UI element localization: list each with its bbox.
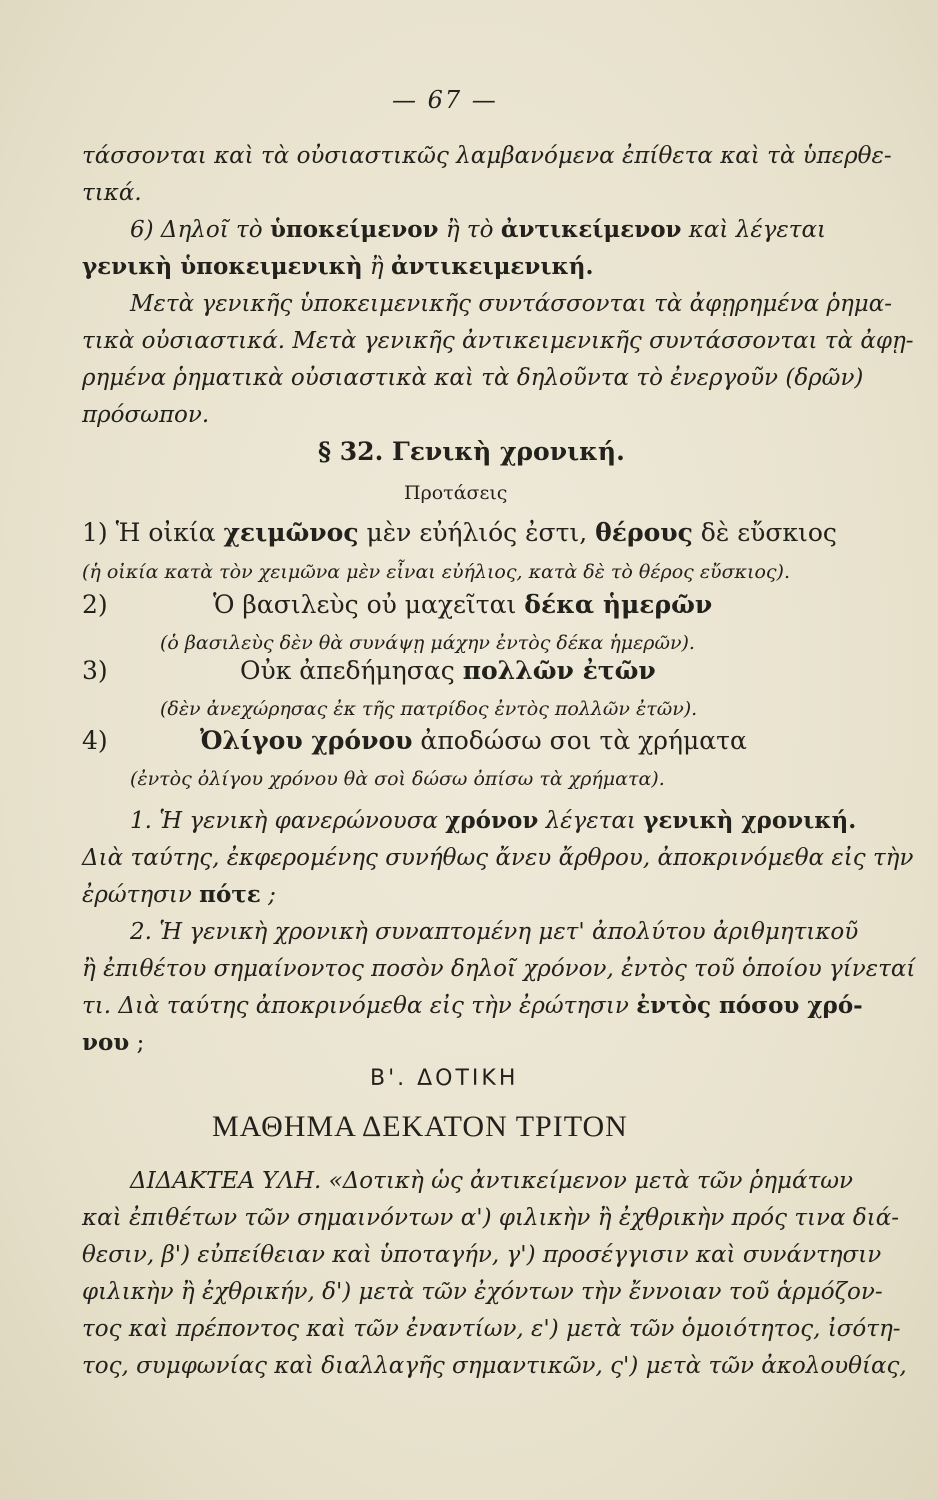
page-number: — 67 —: [392, 86, 498, 114]
rule-line: [130, 806, 856, 836]
text-line: [130, 215, 826, 245]
rule-line: 2. Ἡ γενικὴ χρονικὴ συναπτομένη μετ' ἀπολύτου ἀριθμητικοῦ: [130, 919, 859, 945]
text-span: καὶ λέγεται: [681, 217, 827, 243]
material-line: καὶ ἐπιθέτων τῶν σημαινόντων α') φιλικὴν ἢ ἐχθρικὴν πρός τινα διά-: [82, 1205, 900, 1231]
emphasis-term: ἐντὸς πόσου χρό-: [636, 992, 863, 1019]
emphasis-term: ἀντικείμενον: [500, 216, 682, 243]
text-span: ἢ τὸ: [438, 217, 501, 243]
text-line: ρημένα ῥηματικὰ οὐσιαστικὰ καὶ τὰ δηλοῦντα τὸ ἐνεργοῦν (δρῶν): [82, 365, 864, 391]
rule-line: [82, 991, 863, 1021]
text-span: ἀποδώσω σοι τὰ χρήματα: [412, 726, 747, 755]
example-1: [82, 518, 837, 548]
rule-line: [82, 880, 276, 910]
emphasis-term: δέκα ἡμερῶν: [524, 590, 713, 619]
emphasis-term: Ὀλίγου χρόνου: [200, 726, 413, 755]
text-span: δὲ εὔσκιος: [692, 518, 837, 547]
emphasis-term: γενικὴ ὑποκειμενικὴ: [82, 253, 363, 280]
example-3-translation: (δὲν ἀνεχώρησας ἐκ τῆς πατρίδος ἐντὸς πολλῶν ἐτῶν).: [160, 698, 698, 720]
text-line: [82, 252, 593, 282]
text-span: τι. Διὰ ταύτης ἀποκρινόμεθα εἰς τὴν ἐρώτησιν: [82, 993, 637, 1019]
example-4: [200, 726, 747, 756]
text-line: τικά.: [82, 180, 142, 206]
text-span: ἢ: [362, 254, 391, 280]
example-2: [213, 590, 712, 620]
emphasis-term: γενικὴ χρονική.: [643, 807, 857, 834]
text-span: ἐρώτησιν: [82, 882, 200, 908]
emphasis-term: χειμῶνος: [223, 518, 359, 547]
example-number: 2): [82, 590, 108, 619]
text-span: λέγεται: [538, 808, 644, 834]
text-span: μὲν εὐήλιός ἐστι,: [358, 518, 596, 547]
text-span: Οὐκ ἀπεδήμησας: [240, 656, 463, 685]
rule-line: [82, 1028, 144, 1058]
text-span: 6) Δηλοῖ τὸ: [130, 217, 270, 243]
rule-line: Διὰ ταύτης, ἐκφερομένης συνήθως ἄνευ ἄρθρου, ἀποκρινόμεθα εἰς τὴν: [82, 845, 914, 871]
example-1-translation: (ἡ οἰκία κατὰ τὸν χειμῶνα μὲν εἶναι εὐήλιος, κατὰ δὲ τὸ θέρος εὔσκιος).: [82, 561, 790, 583]
example-2-translation: (ὁ βασιλεὺς δὲν θὰ συνάψῃ μάχην ἐντὸς δέκα ἡμερῶν).: [160, 632, 695, 654]
emphasis-term: ἀντικειμενική.: [390, 253, 594, 280]
emphasis-term: νου: [82, 1029, 130, 1056]
section-title: Β'. ΔΟΤΙΚΗ: [370, 1066, 519, 1091]
material-line: θεσιν, β') εὐπείθειαν καὶ ὑποταγήν, γ') προσέγγισιν καὶ συνάντησιν: [82, 1242, 882, 1268]
section-heading: § 32. Γενικὴ χρονική.: [318, 437, 625, 466]
text-line: πρόσωπον.: [82, 402, 210, 428]
lesson-title: ΜΑΘΗΜΑ ΔΕΚΑΤΟΝ ΤΡΙΤΟΝ: [212, 1110, 628, 1143]
text-span: ;: [260, 882, 276, 908]
example-number: 4): [82, 726, 108, 755]
text-span: ;: [129, 1030, 145, 1056]
text-line: Μετὰ γενικῆς ὑποκειμενικῆς συντάσσονται τὰ ἀφῃρημένα ῥημα-: [130, 291, 893, 317]
text-line: τάσσονται καὶ τὰ οὐσιαστικῶς λαμβανόμενα ἐπίθετα καὶ τὰ ὑπερθε-: [82, 143, 892, 169]
material-label: ΔΙΔΑΚΤΕΑ ΥΛΗ.: [130, 1168, 322, 1194]
material-line: τος, συμφωνίας καὶ διαλλαγῆς σημαντικῶν, ς') μετὰ τῶν ἀκολουθίας,: [82, 1353, 907, 1379]
emphasis-term: πολλῶν ἐτῶν: [462, 656, 656, 685]
text-span: 1) Ἡ οἰκία: [82, 518, 224, 547]
text-line: τικὰ οὐσιαστικά. Μετὰ γενικῆς ἀντικειμενικῆς συντάσσονται τὰ ἀφῃ-: [82, 328, 914, 354]
emphasis-term: πότε: [199, 881, 261, 908]
rule-line: ἢ ἐπιθέτου σημαίνοντος ποσὸν δηλοῖ χρόνον, ἐντὸς τοῦ ὁποίου γίνεταί: [82, 956, 916, 982]
emphasis-term: χρόνον: [445, 807, 539, 834]
material-line: φιλικὴν ἢ ἐχθρικήν, δ') μετὰ τῶν ἐχόντων τὴν ἔννοιαν τοῦ ἁρμόζον-: [82, 1279, 883, 1305]
material-line: τος καὶ πρέποντος καὶ τῶν ἐναντίων, ε') μετὰ τῶν ὁμοιότητος, ἰσότη-: [82, 1316, 901, 1342]
text-span: 1. Ἡ γενικὴ φανερώνουσα: [130, 808, 446, 834]
emphasis-term: θέρους: [595, 518, 693, 547]
example-number: 3): [82, 656, 108, 685]
material-line: [130, 1166, 853, 1196]
subheading: Προτάσεις: [404, 482, 508, 504]
text-span: «Δοτικὴ ὡς ἀντικείμενον μετὰ τῶν ῥημάτων: [321, 1168, 853, 1194]
emphasis-term: ὑποκείμενον: [269, 216, 439, 243]
example-4-translation: (ἐντὸς ὀλίγου χρόνου θὰ σοὶ δώσω ὀπίσω τὰ χρήματα).: [130, 768, 665, 790]
text-span: Ὁ βασιλεὺς οὐ μαχεῖται: [213, 590, 525, 619]
example-3: [240, 656, 656, 686]
